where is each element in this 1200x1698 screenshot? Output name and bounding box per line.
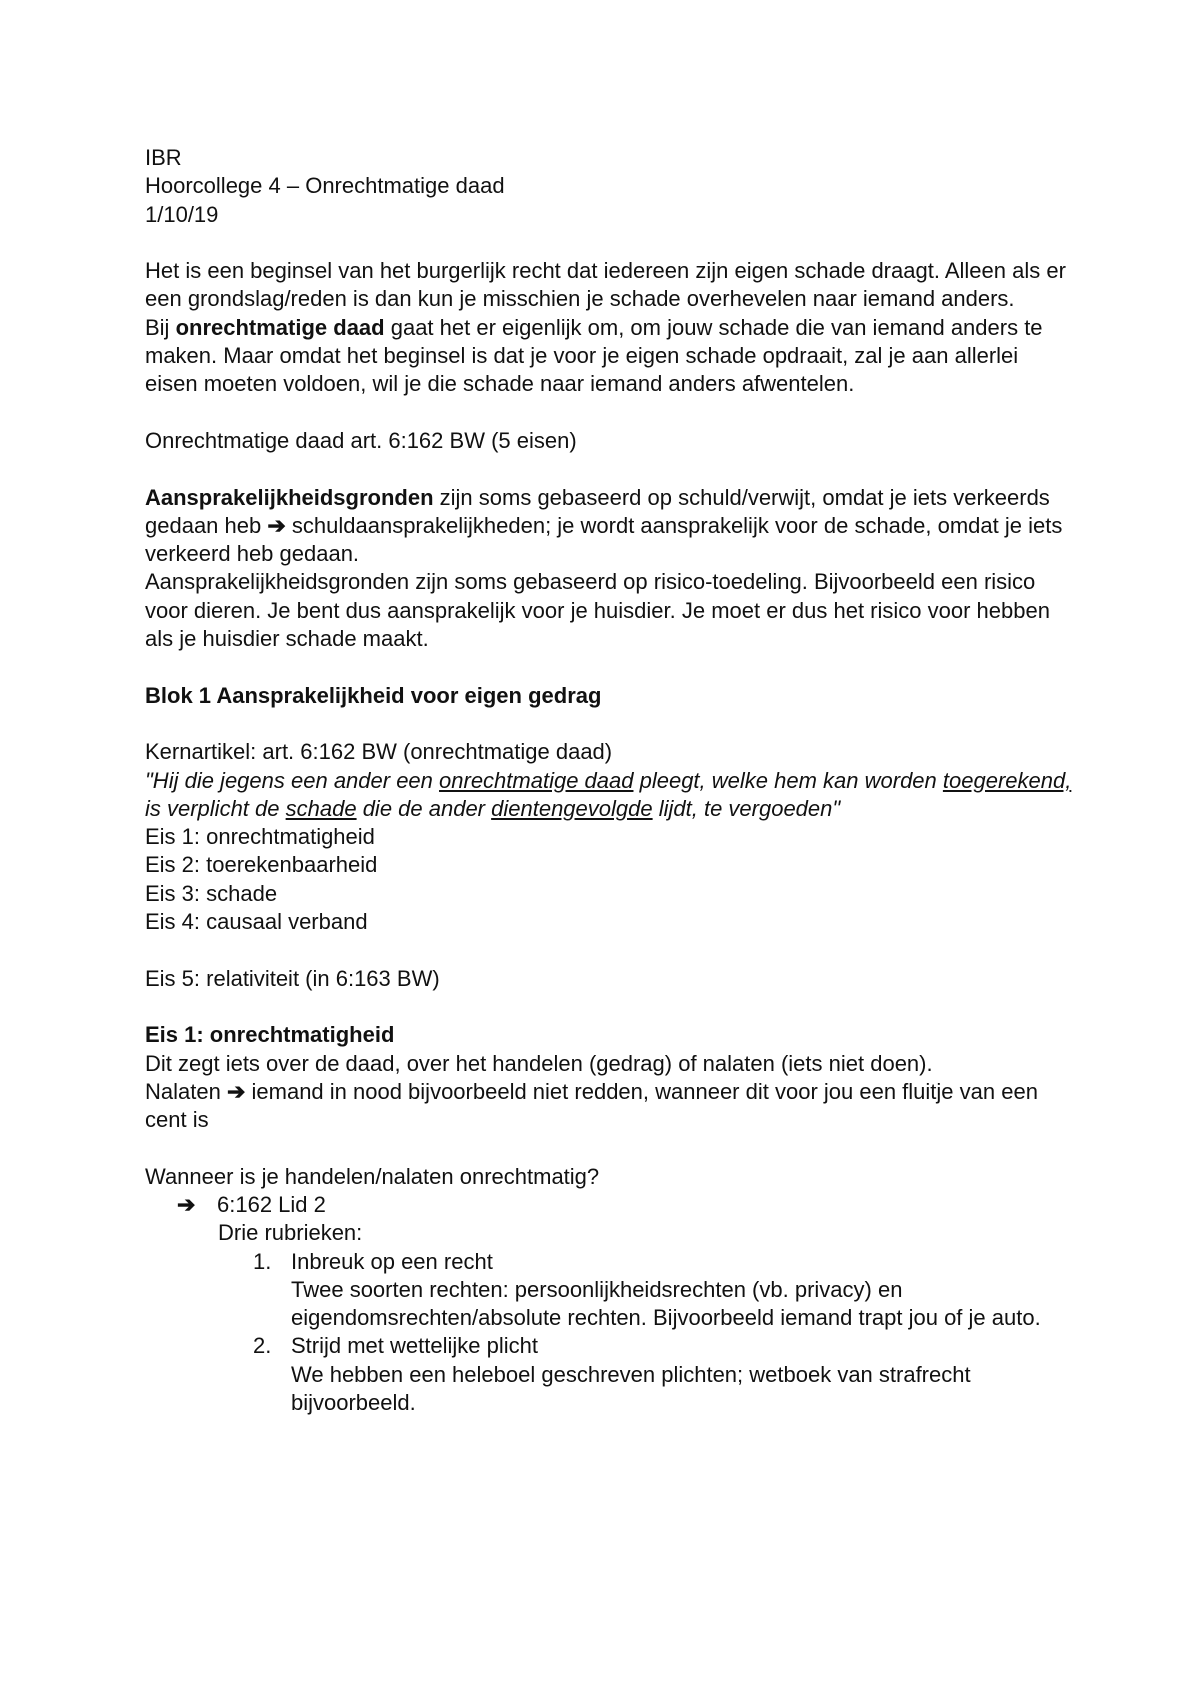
list-item-text: Twee soorten rechten: persoonlijkheidsrechten (vb. privacy) en eigendomsrechten/absolute rechten. Bijvoorbeeld iemand trapt jou of je auto. bbox=[291, 1276, 1041, 1331]
eis-item: Eis 1: onrechtmatigheid bbox=[145, 824, 375, 850]
rubrieken-label: Drie rubrieken: bbox=[218, 1220, 363, 1246]
course-title: IBR bbox=[145, 145, 182, 170]
intro-paragraph-1: Het is een beginsel van het burgerlijk recht dat iedereen zijn eigen schade draagt. Alleen als er een grondslag/reden is dan kun je misschien je schade overhevelen naar iemand anders. bbox=[145, 258, 1066, 312]
term-onrechtmatige-daad: onrechtmatige daad bbox=[175, 314, 385, 340]
lid-bullet: ➔ 6:162 Lid 2 bbox=[145, 1191, 1075, 1219]
eis-item: Eis 3: schade bbox=[145, 880, 278, 906]
eis-5-line: Eis 5: relativiteit (in 6:163 BW) bbox=[145, 965, 440, 991]
blok1-heading: Blok 1 Aansprakelijkheid voor eigen gedrag bbox=[145, 682, 602, 708]
list-item: 2. Strijd met wettelijke plicht We hebben een heleboel geschreven plichten; wetboek van strafrecht bijvoorbeeld. bbox=[145, 1332, 1075, 1417]
list-item-title: Inbreuk op een recht bbox=[291, 1248, 493, 1274]
lecture-title: Hoorcollege 4 – Onrechtmatige daad bbox=[145, 173, 505, 199]
eis1-paragraph-1: Dit zegt iets over de daad, over het handelen (gedrag) of nalaten (iets niet doen). bbox=[145, 1050, 933, 1076]
question-line: Wanneer is je handelen/nalaten onrechtmatig? bbox=[145, 1163, 600, 1189]
list-item-title: Strijd met wettelijke plicht bbox=[291, 1333, 538, 1359]
document-page bbox=[145, 144, 1075, 1417]
intro-paragraph-2: Bij onrechtmatige daad gaat het er eigenlijk om, om jouw schade die van iemand anders te maken. Maar omdat het beginsel is dat je voor je eigen schade opdraait, zal je aan allerlei eisen moeten voldoen, wil je die schade naar iemand anders afwentelen. bbox=[145, 314, 1043, 397]
arrow-icon: ➔ bbox=[267, 512, 286, 538]
lecture-date: 1/10/19 bbox=[145, 201, 219, 227]
eis-item: Eis 2: toerekenbaarheid bbox=[145, 852, 378, 878]
grounds-paragraph-2: Aansprakelijkheidsgronden zijn soms gebaseerd op risico-toedeling. Bijvoorbeeld een risico voor dieren. Je bent dus aansprakelijk voor je huisdier. Je moet er dus het risico voor hebben als je huisdier schade maakt. bbox=[145, 569, 1050, 652]
grounds-paragraph-1: Aansprakelijkheidsgronden zijn soms gebaseerd op schuld/verwijt, omdat je iets verkeerds gedaan heb ➔ schuldaansprakelijkheden; je wordt aansprakelijk voor de schade, omdat je iets verkeerd heb gedaan. bbox=[145, 484, 1063, 567]
list-item-text: We hebben een heleboel geschreven plichten; wetboek van strafrecht bijvoorbeeld. bbox=[291, 1361, 971, 1416]
list-item: 1. Inbreuk op een recht Twee soorten rechten: persoonlijkheidsrechten (vb. privacy) en eigendomsrechten/absolute rechten. Bijvoorbeeld iemand trapt jou of je auto. bbox=[145, 1248, 1075, 1333]
term-aansprakelijkheidsgronden: Aansprakelijkheidsgronden bbox=[145, 484, 434, 510]
eis1-paragraph-2: Nalaten ➔ iemand in nood bijvoorbeeld niet redden, wanneer dit voor jou een fluitje van een cent is bbox=[145, 1078, 1038, 1133]
eis1-heading: Eis 1: onrechtmatigheid bbox=[145, 1022, 395, 1048]
od-article-line: Onrechtmatige daad art. 6:162 BW (5 eisen) bbox=[145, 427, 577, 453]
arrow-bullet-icon: ➔ bbox=[177, 1191, 196, 1217]
eis-item: Eis 4: causaal verband bbox=[145, 909, 368, 935]
article-quote: "Hij die jegens een ander een onrechtmatige daad pleegt, welke hem kan worden toegerekend, is verplicht de schade die de ander dientengevolgde lijdt, te vergoeden" bbox=[145, 767, 1072, 821]
kernartikel-line: Kernartikel: art. 6:162 BW (onrechtmatige daad) bbox=[145, 739, 613, 765]
arrow-icon: ➔ bbox=[226, 1078, 246, 1104]
